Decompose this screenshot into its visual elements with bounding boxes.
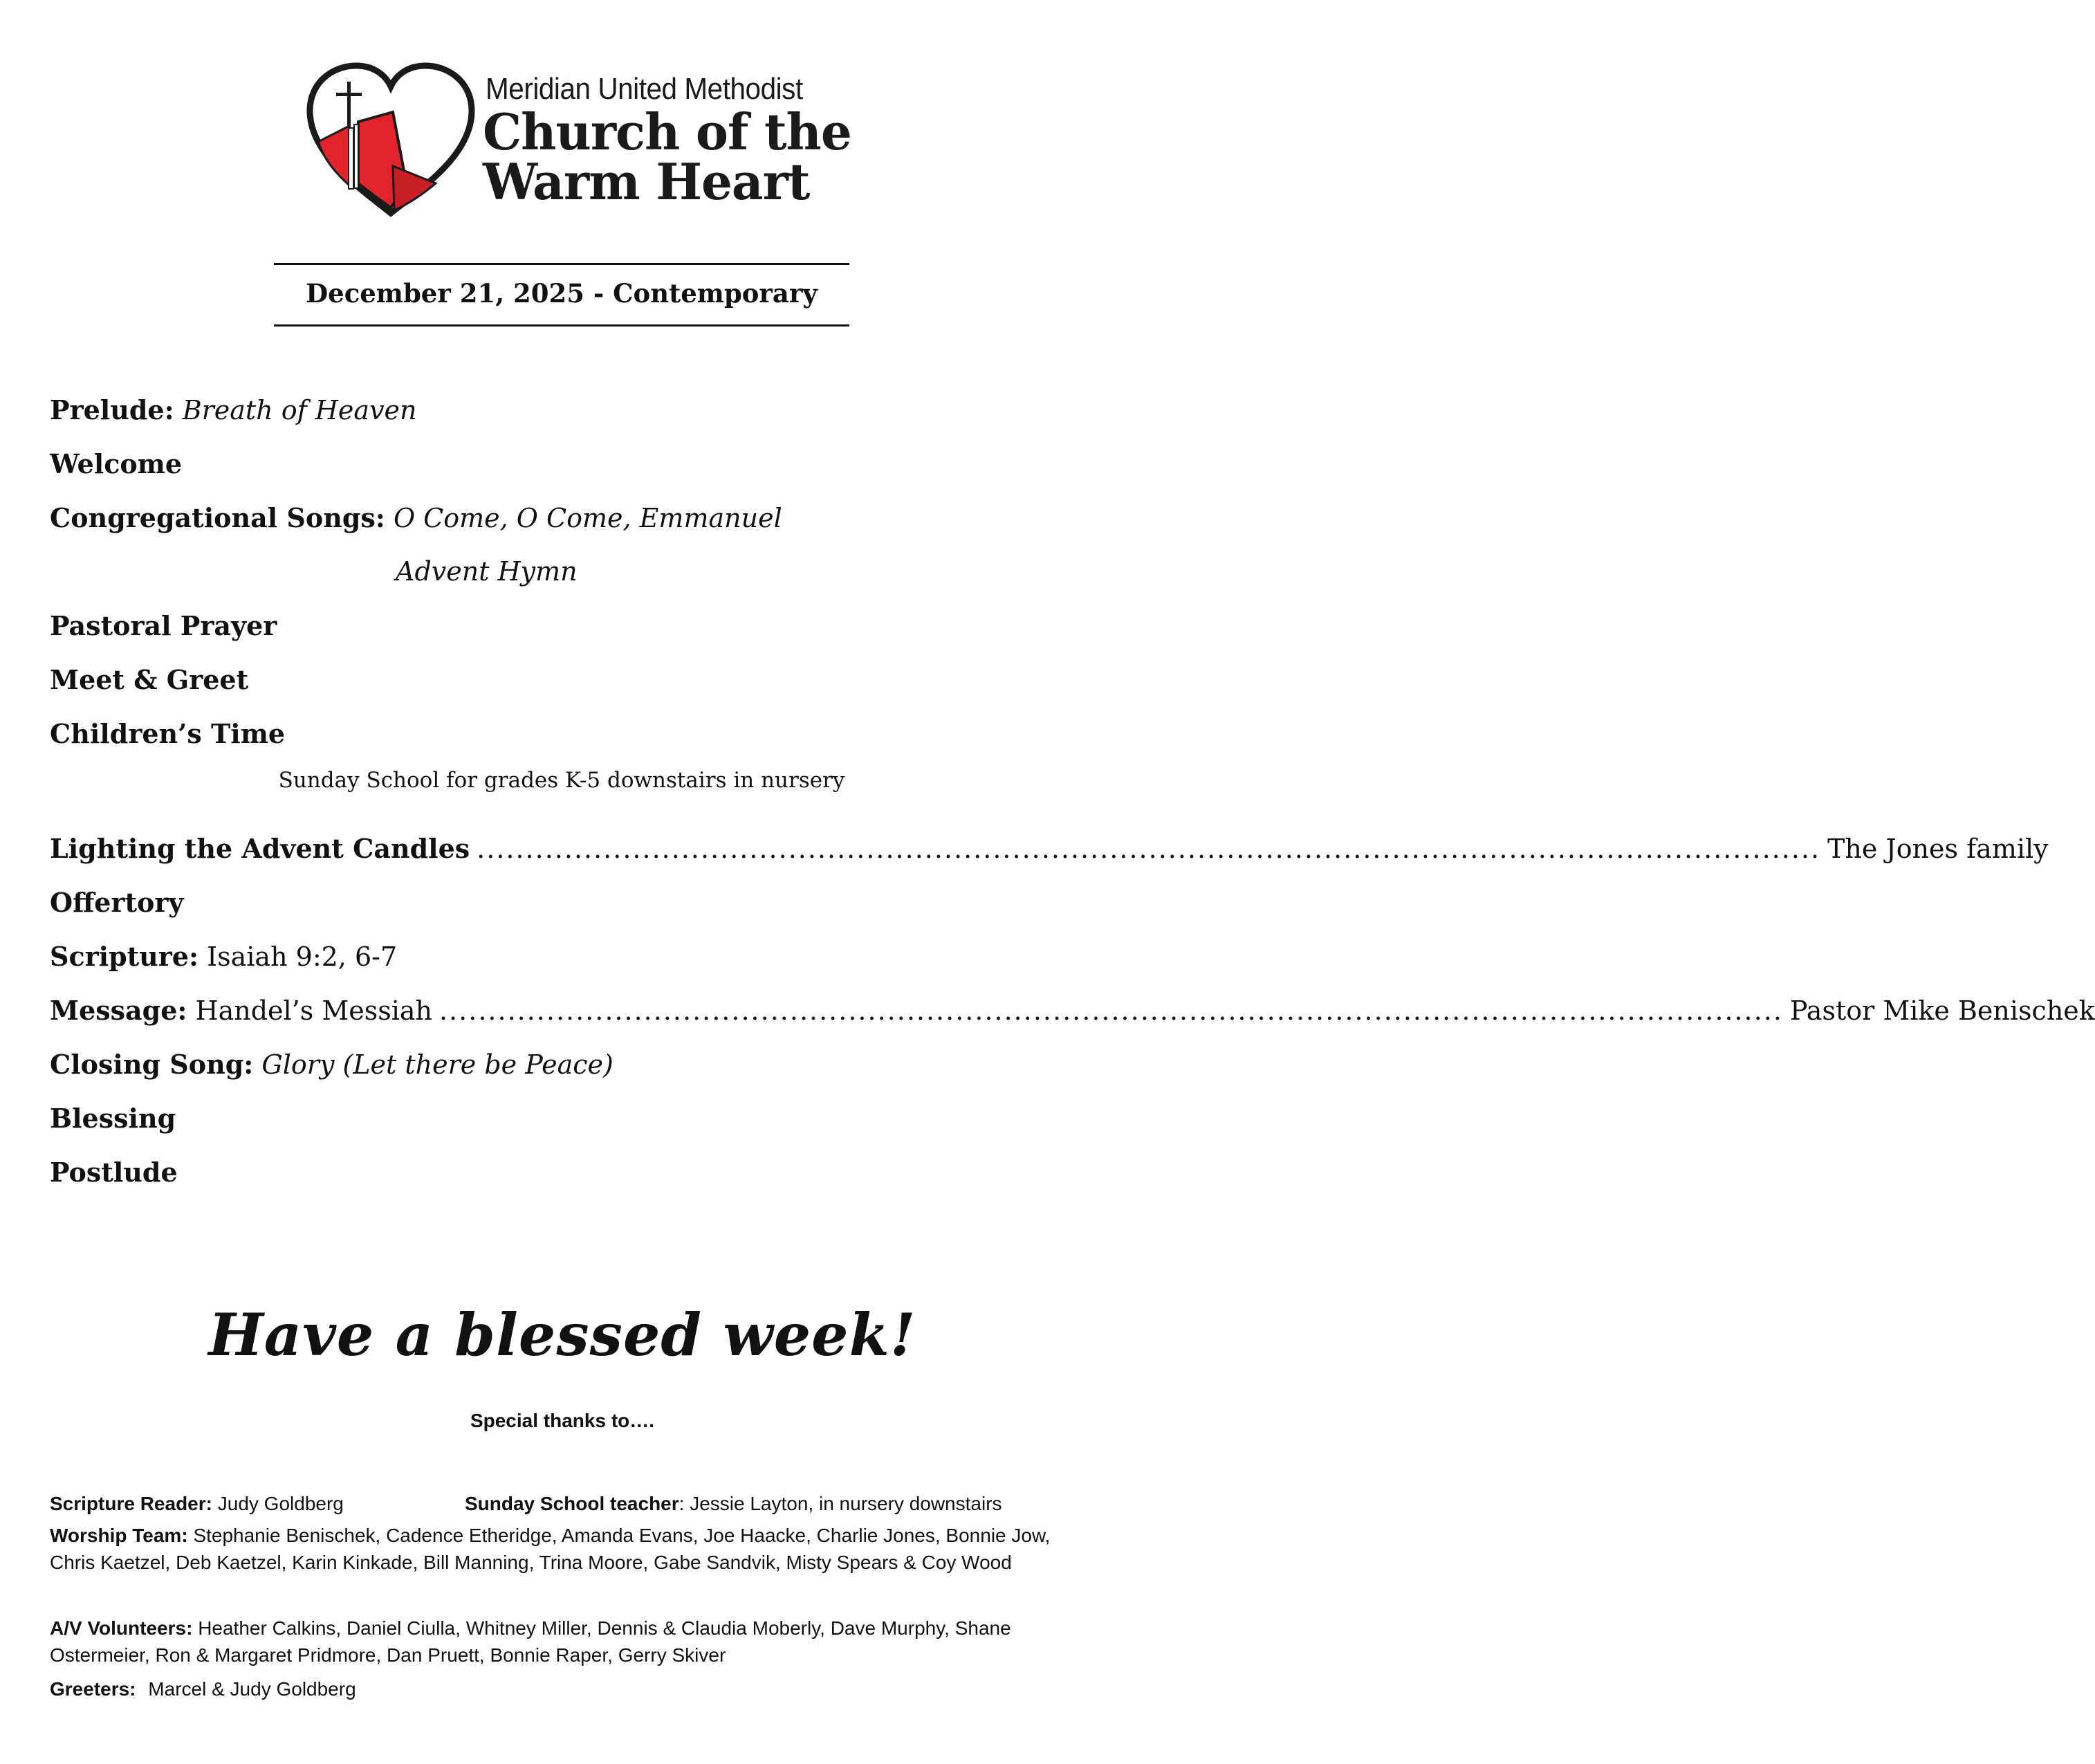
scripture-item bbox=[50, 941, 397, 973]
sunday-school-name: : Jessie Layton, in nursery downstairs bbox=[679, 1493, 1002, 1514]
scripture-label: Scripture: bbox=[50, 941, 199, 972]
blessing-label: Blessing bbox=[50, 1103, 176, 1134]
scripture-reference: Isaiah 9:2, 6-7 bbox=[207, 941, 398, 972]
message-leader: Pastor Mike Benischek bbox=[1789, 995, 2095, 1026]
org-name: Meridian United Methodist bbox=[486, 72, 803, 106]
song-2: Advent Hymn bbox=[396, 556, 578, 587]
welcome-label: Welcome bbox=[50, 448, 183, 479]
worship-team-label: Worship Team: bbox=[50, 1525, 188, 1546]
greeters-label: Greeters: bbox=[50, 1678, 136, 1700]
advent-candles-item bbox=[50, 833, 2049, 865]
service-date: December 21, 2025 - Contemporary bbox=[306, 278, 818, 309]
offertory-label: Offertory bbox=[50, 887, 184, 918]
message-label: Message: bbox=[50, 995, 187, 1026]
childrens-time-note: Sunday School for grades K-5 downstairs in nursery bbox=[278, 768, 845, 793]
message-item bbox=[50, 995, 2095, 1027]
advent-candles-leader: The Jones family bbox=[1827, 834, 2049, 864]
advent-candles-label: Lighting the Advent Candles bbox=[50, 833, 470, 864]
closing-song-label: Closing Song: bbox=[50, 1049, 254, 1080]
worship-team-credit bbox=[50, 1522, 1080, 1576]
av-volunteers-names: Heather Calkins, Daniel Ciulla, Whitney Miller, Dennis & Claudia Moberly, Dave Murphy, Shane Ostermeier, Ron & Margaret Pridmore, Dan Pruett, Bonnie Raper, Gerry Skiver bbox=[50, 1617, 1011, 1666]
childrens-time-label: Children’s Time bbox=[50, 718, 286, 749]
greeters-credit bbox=[50, 1675, 1080, 1702]
childrens-time-item bbox=[50, 718, 285, 751]
pastoral-prayer-item bbox=[50, 610, 277, 643]
sunday-school-credit bbox=[465, 1493, 1002, 1515]
songs-label: Congregational Songs: bbox=[50, 502, 385, 533]
church-name-line1: Church of the bbox=[483, 102, 851, 161]
prelude-label: Prelude: bbox=[50, 394, 174, 425]
pastoral-prayer-label: Pastoral Prayer bbox=[50, 610, 277, 641]
songs-item bbox=[50, 502, 782, 535]
greeters-names: Marcel & Judy Goldberg bbox=[148, 1678, 356, 1700]
scripture-reader-credit bbox=[50, 1493, 344, 1515]
message-title: Handel’s Messiah bbox=[195, 995, 433, 1026]
av-volunteers-credit bbox=[50, 1615, 1080, 1669]
blessing-item bbox=[50, 1103, 176, 1135]
blessed-week-message: Have a blessed week! bbox=[208, 1301, 916, 1369]
special-thanks-heading: Special thanks to…. bbox=[470, 1410, 655, 1431]
offertory-item bbox=[50, 887, 184, 919]
meet-greet-label: Meet & Greet bbox=[50, 664, 249, 695]
divider-top bbox=[274, 263, 849, 265]
welcome-item bbox=[50, 448, 182, 481]
closing-song-title: Glory (Let there be Peace) bbox=[261, 1049, 613, 1080]
dot-leader: .......................................................................................................................................... bbox=[477, 834, 1821, 864]
sunday-school-label: Sunday School teacher bbox=[465, 1493, 679, 1514]
prelude-title: Breath of Heaven bbox=[182, 395, 417, 425]
worship-team-names: Stephanie Benischek, Cadence Etheridge, Amanda Evans, Joe Haacke, Charlie Jones, Bonnie Jow, Chris Kaetzel, Deb Kaetzel, Karin Kinkade, Bill Manning, Trina Moore, Gabe Sandvik, Misty Spears & Coy Wood bbox=[50, 1525, 1051, 1573]
heart-cross-logo-icon bbox=[304, 62, 477, 221]
dot-leader: .......................................................................................................................................... bbox=[439, 995, 1783, 1026]
divider-bottom bbox=[274, 324, 849, 327]
church-logo bbox=[304, 62, 851, 221]
postlude-label: Postlude bbox=[50, 1157, 178, 1188]
song-1: O Come, O Come, Emmanuel bbox=[393, 503, 782, 533]
scripture-reader-label: Scripture Reader: bbox=[50, 1493, 212, 1514]
av-volunteers-label: A/V Volunteers: bbox=[50, 1617, 193, 1639]
scripture-reader-name: Judy Goldberg bbox=[217, 1493, 344, 1514]
prelude-item bbox=[50, 394, 417, 427]
meet-greet-item bbox=[50, 664, 248, 697]
postlude-item bbox=[50, 1157, 178, 1189]
closing-song-item bbox=[50, 1049, 613, 1081]
church-name-line2: Warm Heart bbox=[483, 152, 810, 211]
